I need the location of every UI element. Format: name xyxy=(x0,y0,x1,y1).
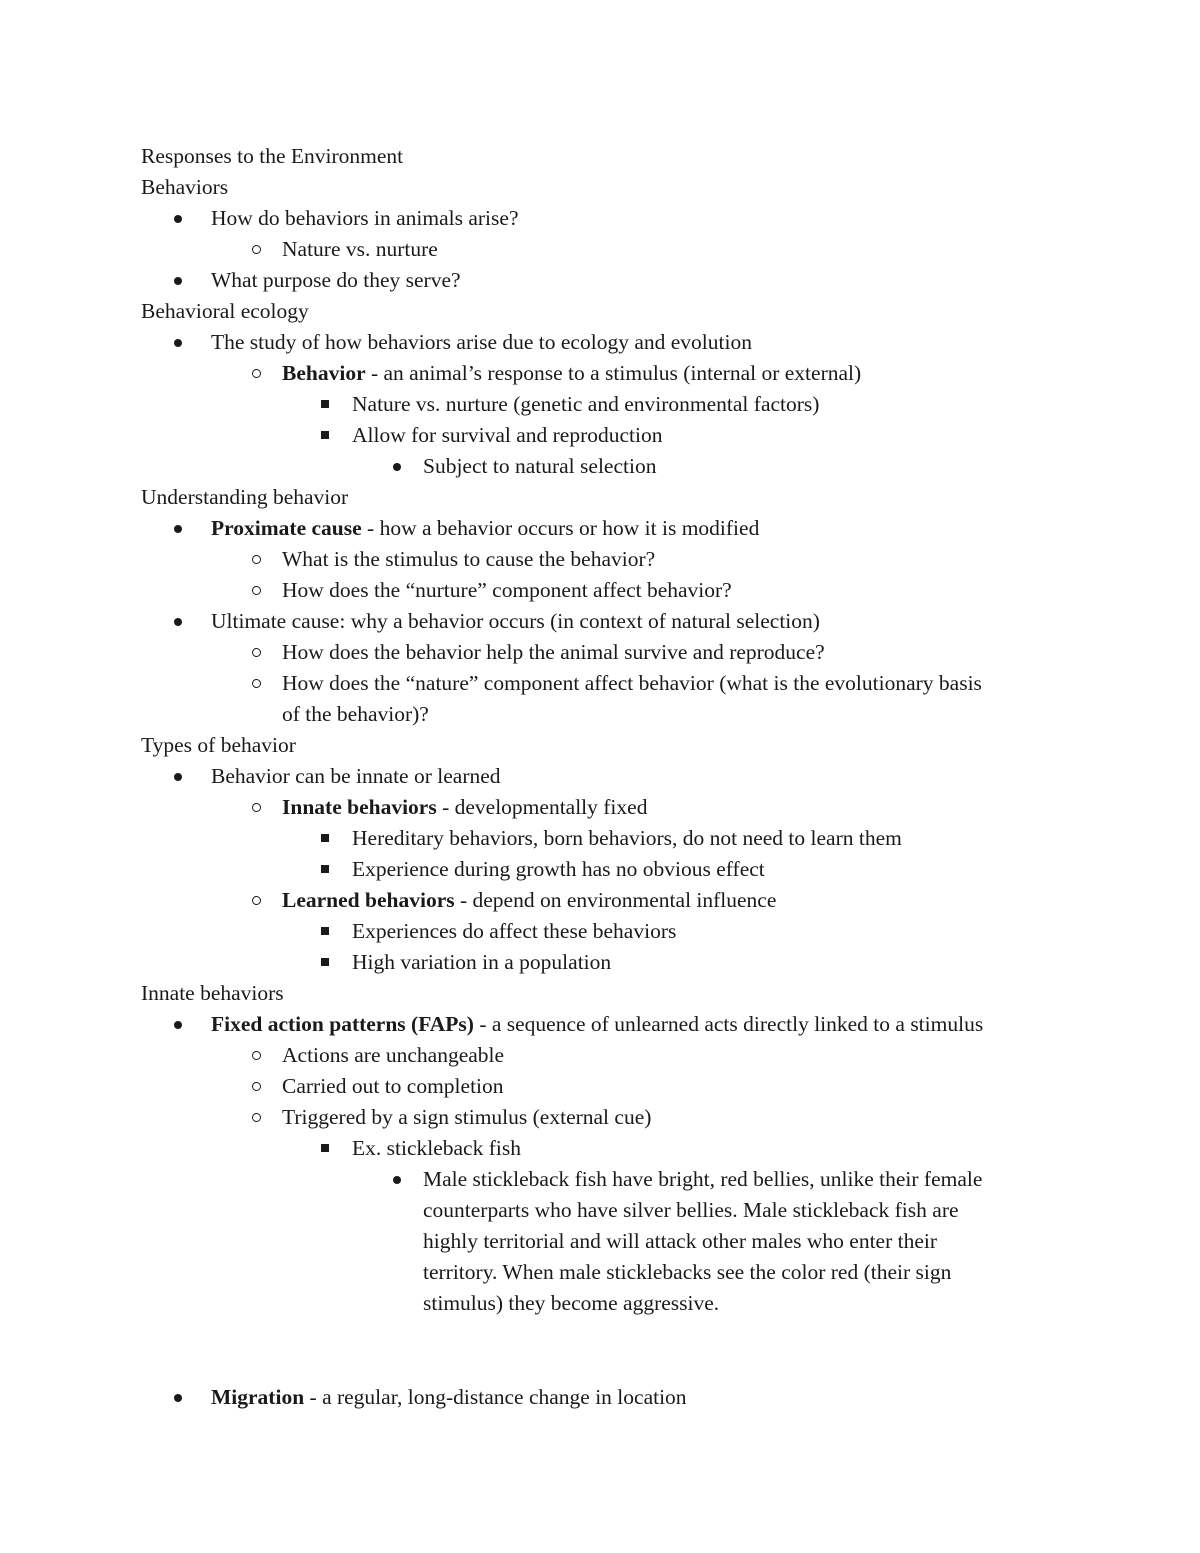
list-item xyxy=(211,513,759,544)
list-item xyxy=(211,1382,687,1413)
list-item: Ex. stickleback fish xyxy=(352,1136,521,1160)
circle-bullet-icon xyxy=(247,1102,267,1133)
heading-innate-behaviors: Innate behaviors xyxy=(141,981,284,1005)
square-bullet-icon xyxy=(316,1133,336,1164)
page-title: Responses to the Environment xyxy=(141,144,404,168)
term-definition: - developmentally fixed xyxy=(436,795,648,819)
disc-bullet-icon xyxy=(168,203,188,234)
list-item: Ultimate cause: why a behavior occurs (in context of natural selection) xyxy=(211,609,820,633)
square-bullet-icon xyxy=(316,947,336,978)
paragraph-line: Male stickleback fish have bright, red bellies, unlike their female xyxy=(423,1167,983,1191)
disc-bullet-icon xyxy=(168,265,188,296)
term-definition: - a sequence of unlearned acts directly linked to a stimulus xyxy=(473,1012,984,1036)
list-item xyxy=(282,885,776,916)
circle-bullet-icon xyxy=(247,544,267,575)
list-item: What purpose do they serve? xyxy=(211,268,461,292)
square-bullet-icon xyxy=(316,823,336,854)
square-bullet-icon xyxy=(316,854,336,885)
term-learned-behaviors: Learned behaviors xyxy=(282,888,455,912)
list-item: High variation in a population xyxy=(352,950,612,974)
term-proximate-cause: Proximate cause xyxy=(211,516,362,540)
list-item: Subject to natural selection xyxy=(423,454,657,478)
term-innate-behaviors: Innate behaviors xyxy=(282,795,437,819)
disc-bullet-icon xyxy=(168,513,188,544)
list-item xyxy=(211,1009,983,1040)
term-fixed-action-patterns: Fixed action patterns (FAPs) xyxy=(211,1012,474,1036)
list-item: Experience during growth has no obvious effect xyxy=(352,857,765,881)
square-bullet-icon xyxy=(316,389,336,420)
list-item: Actions are unchangeable xyxy=(282,1043,505,1067)
list-item: Experiences do affect these behaviors xyxy=(352,919,677,943)
circle-bullet-icon xyxy=(247,1040,267,1071)
list-item: How does the behavior help the animal survive and reproduce? xyxy=(282,640,825,664)
square-bullet-icon xyxy=(316,420,336,451)
list-item: Carried out to completion xyxy=(282,1074,504,1098)
list-item xyxy=(282,792,647,823)
heading-behaviors: Behaviors xyxy=(141,175,229,199)
circle-bullet-icon xyxy=(247,637,267,668)
list-item: Allow for survival and reproduction xyxy=(352,423,663,447)
term-definition: - a regular, long-distance change in location xyxy=(304,1385,687,1409)
list-item: Behavior can be innate or learned xyxy=(211,764,501,788)
disc-bullet-icon xyxy=(168,1009,188,1040)
disc-bullet-icon xyxy=(387,1164,407,1195)
list-item xyxy=(282,358,861,389)
disc-bullet-icon xyxy=(168,1382,188,1413)
list-item: How do behaviors in animals arise? xyxy=(211,206,519,230)
heading-behavioral-ecology: Behavioral ecology xyxy=(141,299,309,323)
term-definition: - an animal’s response to a stimulus (internal or external) xyxy=(365,361,862,385)
list-item: The study of how behaviors arise due to ecology and evolution xyxy=(211,330,752,354)
circle-bullet-icon xyxy=(247,575,267,606)
disc-bullet-icon xyxy=(168,327,188,358)
circle-bullet-icon xyxy=(247,668,267,699)
heading-types-of-behavior: Types of behavior xyxy=(141,733,296,757)
paragraph-line: highly territorial and will attack other males who enter their xyxy=(423,1229,938,1253)
term-migration: Migration xyxy=(211,1385,305,1409)
term-definition: - how a behavior occurs or how it is modified xyxy=(361,516,760,540)
circle-bullet-icon xyxy=(247,358,267,389)
list-item: Nature vs. nurture (genetic and environmental factors) xyxy=(352,392,820,416)
paragraph-line: counterparts who have silver bellies. Male stickleback fish are xyxy=(423,1198,959,1222)
disc-bullet-icon xyxy=(168,761,188,792)
list-item: How does the “nurture” component affect behavior? xyxy=(282,578,732,602)
paragraph-line: territory. When male sticklebacks see the color red (their sign xyxy=(423,1260,952,1284)
circle-bullet-icon xyxy=(247,792,267,823)
term-definition: - depend on environmental influence xyxy=(454,888,777,912)
disc-bullet-icon xyxy=(387,451,407,482)
list-item: Hereditary behaviors, born behaviors, do not need to learn them xyxy=(352,826,902,850)
heading-understanding-behavior: Understanding behavior xyxy=(141,485,349,509)
list-item: Nature vs. nurture xyxy=(282,237,438,261)
list-item-continuation: of the behavior)? xyxy=(282,702,429,726)
list-item: How does the “nature” component affect behavior (what is the evolutionary basis xyxy=(282,671,982,695)
term-behavior: Behavior xyxy=(282,361,366,385)
disc-bullet-icon xyxy=(168,606,188,637)
list-item: Triggered by a sign stimulus (external cue) xyxy=(282,1105,652,1129)
paragraph-line: stimulus) they become aggressive. xyxy=(423,1291,720,1315)
square-bullet-icon xyxy=(316,916,336,947)
circle-bullet-icon xyxy=(247,234,267,265)
circle-bullet-icon xyxy=(247,885,267,916)
list-item: What is the stimulus to cause the behavior? xyxy=(282,547,656,571)
circle-bullet-icon xyxy=(247,1071,267,1102)
